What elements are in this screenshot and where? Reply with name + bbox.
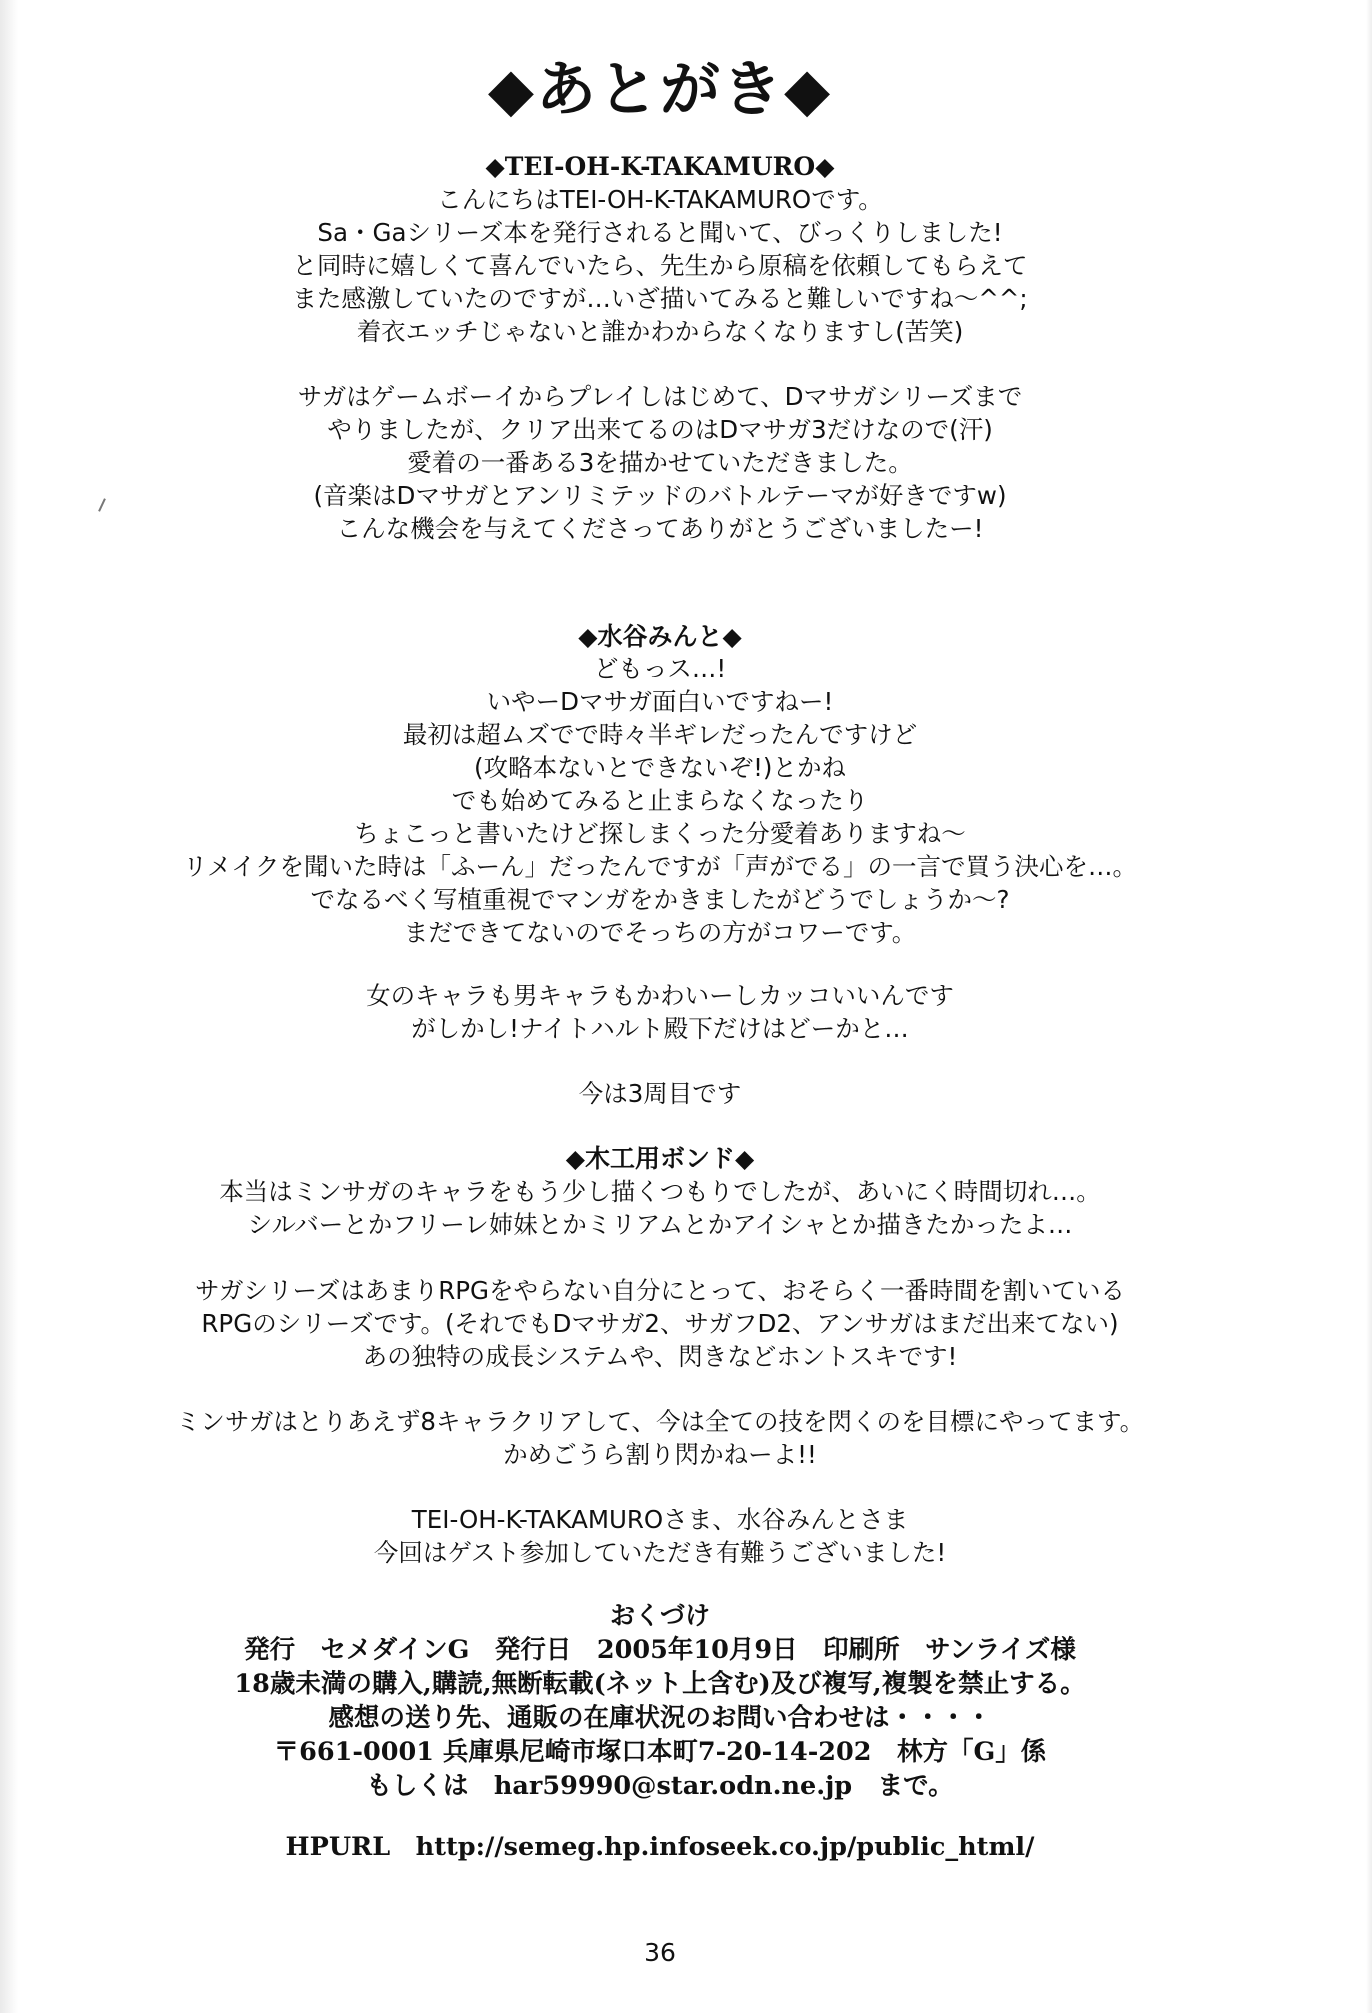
- colophon-restriction-line: 18歳未満の購入,購読,無断転載(ネット上含む)及び複写,複製を禁止する。: [234, 1669, 1086, 1699]
- text-line: と同時に嬉しくて喜んでいたら、先生から原稿を依頼してもらえて: [292, 251, 1028, 280]
- colophon-url: [110, 1830, 1210, 1864]
- text-line: TEI-OH-K-TAKAMUROさま、水谷みんとさま: [411, 1505, 909, 1534]
- mizutani-paragraph-3: [110, 1077, 1210, 1110]
- text-line: サガはゲームボーイからプレイしはじめて、Dマサガシリーズまで: [297, 382, 1023, 411]
- text-line: やりましたが、クリア出来てるのはDマサガ3だけなので(汗): [327, 415, 993, 444]
- takamuro-paragraph-2: [110, 380, 1210, 545]
- colophon-email-line: もしくは har59990@star.odn.ne.jp まで。: [366, 1771, 954, 1801]
- page-binding-shadow: [0, 0, 18, 2013]
- text-line: いやーDマサガ面白いですねー!: [486, 687, 834, 716]
- text-line: また感激していたのですが…いざ描いてみると難しいですね～^^;: [292, 284, 1028, 313]
- page-number: 36: [644, 1938, 676, 1967]
- text-line: (攻略本ないとできないぞ!)とかね: [474, 753, 846, 782]
- text-line: がしかし!ナイトハルト殿下だけはどーかと…: [411, 1014, 909, 1043]
- text-line: こんな機会を与えてくださってありがとうございましたー!: [336, 514, 984, 543]
- section-heading-mizutani: ◆水谷みんと◆: [578, 622, 742, 651]
- mizutani-paragraph-1: [110, 652, 1210, 949]
- colophon-details: [110, 1633, 1210, 1803]
- section-heading-takamuro: ◆TEI-OH-K-TAKAMURO◆: [485, 152, 835, 181]
- text-line: サガシリーズはあまりRPGをやらない自分にとって、おそらく一番時間を割いている: [194, 1276, 1126, 1305]
- homepage-url-line: HPURL http://semeg.hp.infoseek.co.jp/public_html/: [285, 1832, 1035, 1862]
- text-line: まだできてないのでそっちの方がコワーです。: [403, 918, 917, 947]
- text-line: リメイクを聞いた時は「ふーん」だったんですが「声がでる」の一言で買う決心を…。: [182, 852, 1138, 881]
- page-title: ◆あとがき◆: [487, 55, 833, 125]
- text-line: ミンサガはとりあえず8キャラクリアして、今は全ての技を閃くのを目標にやってます。: [175, 1407, 1145, 1436]
- text-line: かめごうら割り閃かねーよ!!: [503, 1440, 817, 1469]
- colophon-publisher-line: 発行 セメダインG 発行日 2005年10月9日 印刷所 サンライズ様: [244, 1635, 1076, 1665]
- text-line: 愛着の一番ある3を描かせていただきました。: [407, 448, 913, 477]
- text-line: どもっス…!: [593, 654, 727, 683]
- text-line: でなるべく写植重視でマンガをかきましたがどうでしょうか～?: [310, 885, 1010, 914]
- colophon-contact-line: 感想の送り先、通販の在庫状況のお問い合わせは・・・・: [328, 1703, 992, 1733]
- text-line: RPGのシリーズです。(それでもDマサガ2、サガフD2、アンサガはまだ出来てない): [201, 1309, 1119, 1338]
- text-line: 女のキャラも男キャラもかわいーしカッコいいんです: [366, 981, 954, 1010]
- text-line: こんにちはTEI-OH-K-TAKAMUROです。: [437, 185, 883, 214]
- bond-paragraph-2: [110, 1274, 1210, 1373]
- takamuro-paragraph-1: [110, 183, 1210, 348]
- text-line: Sa・Gaシリーズ本を発行されると聞いて、びっくりしました!: [317, 218, 1003, 247]
- stray-pen-mark: [98, 498, 106, 512]
- mizutani-paragraph-2: [110, 979, 1210, 1045]
- colophon-address-line: 〒661-0001 兵庫県尼崎市塚口本町7-20-14-202 林方「G」係: [273, 1737, 1047, 1767]
- text-line: 最初は超ムズでで時々半ギレだったんですけど: [402, 720, 918, 749]
- bond-paragraph-3: [110, 1405, 1210, 1471]
- text-line: 今回はゲスト参加していただき有難うございました!: [373, 1538, 947, 1567]
- bond-paragraph-4: [110, 1503, 1210, 1569]
- text-line: ちょこっと書いたけど探しまくった分愛着ありますね～: [354, 819, 966, 848]
- text-line: (音楽はDマサガとアンリミテッドのバトルテーマが好きですw): [313, 481, 1007, 510]
- text-line: でも始めてみると止まらなくなったり: [451, 786, 869, 815]
- text-line: あの独特の成長システムや、閃きなどホントスキです!: [362, 1342, 958, 1371]
- text-line: 本当はミンサガのキャラをもう少し描くつもりでしたが、あいにく時間切れ…。: [219, 1177, 1101, 1206]
- text-line: シルバーとかフリーレ姉妹とかミリアムとかアイシャとか描きたかったよ…: [247, 1210, 1073, 1239]
- colophon-heading: おくづけ: [609, 1601, 710, 1630]
- section-heading-bond: ◆木工用ボンド◆: [565, 1144, 755, 1173]
- text-line: 今は3周目です: [578, 1079, 742, 1108]
- page-edge-shadow: [1366, 0, 1372, 2013]
- text-line: 着衣エッチじゃないと誰かわからなくなりますし(苦笑): [356, 317, 964, 346]
- bond-paragraph-1: [110, 1175, 1210, 1241]
